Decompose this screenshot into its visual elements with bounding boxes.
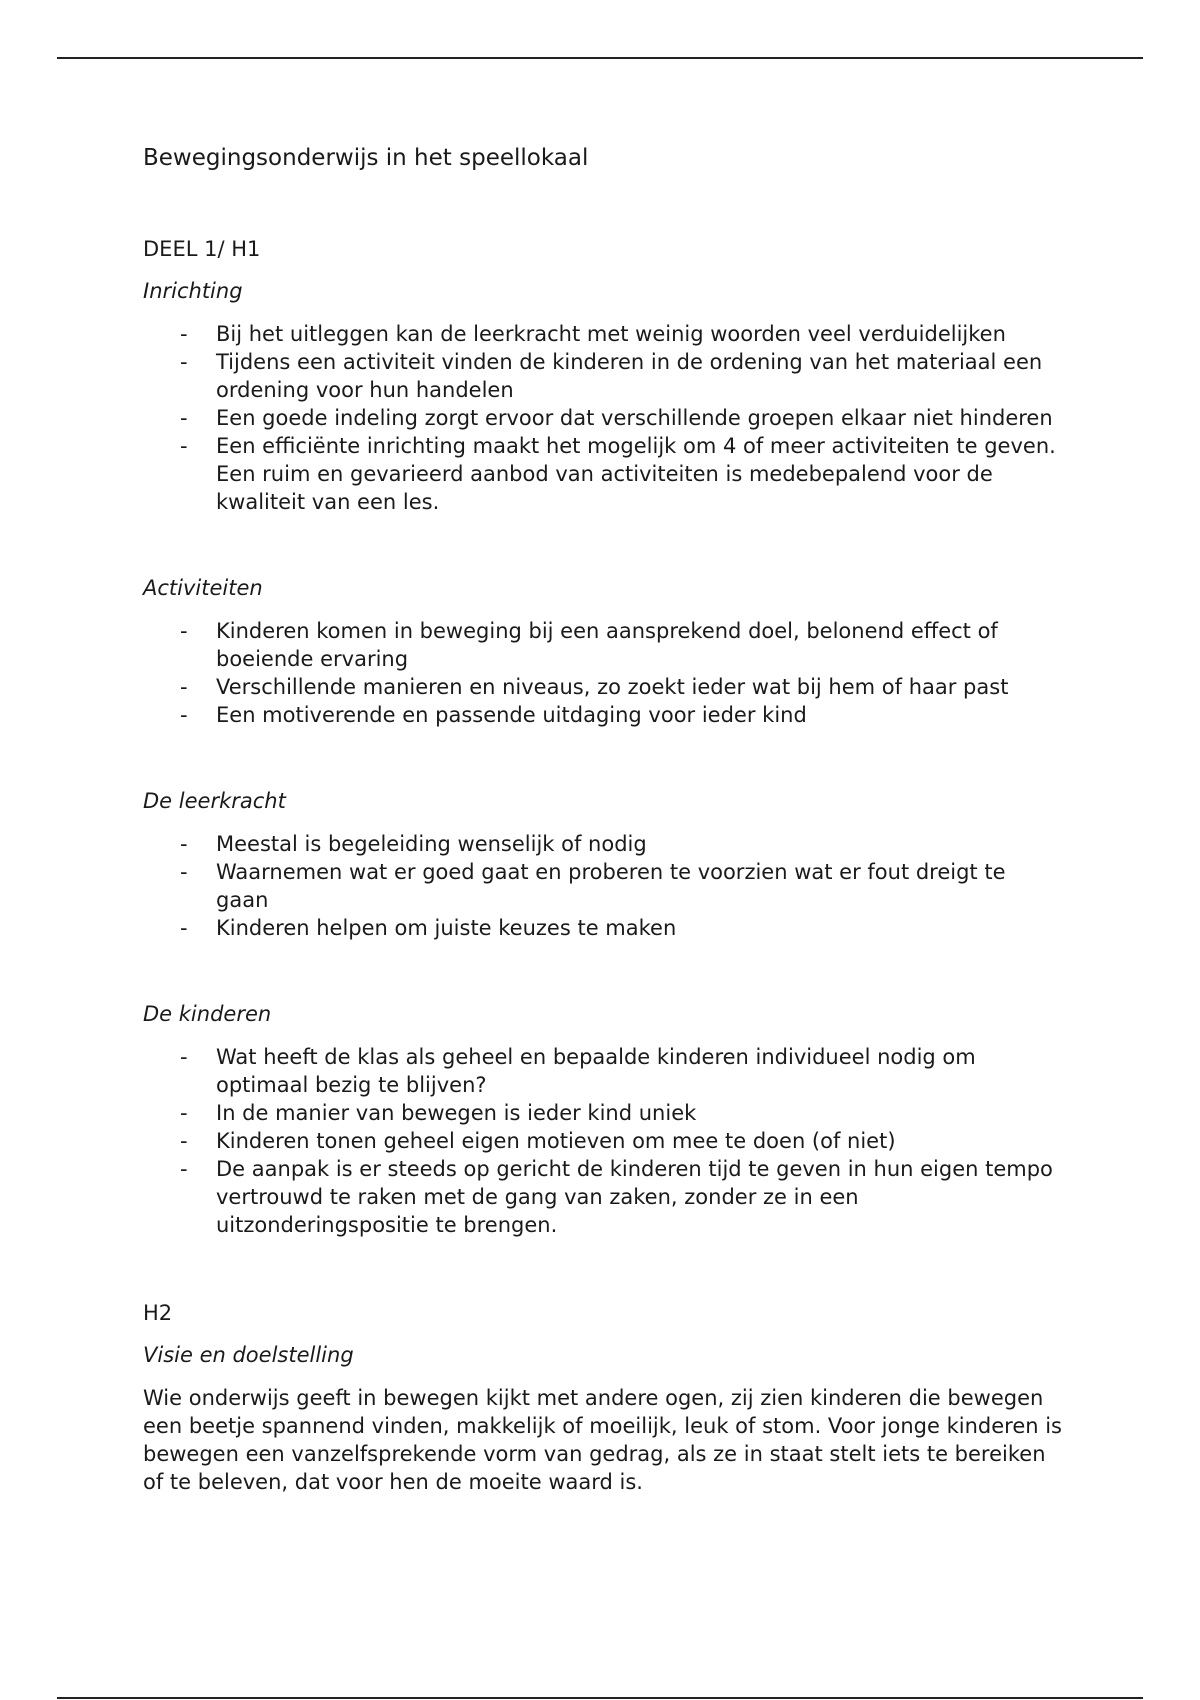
list-item-text: Kinderen tonen geheel eigen motieven om mee te doen (of niet) bbox=[216, 1129, 896, 1153]
dash-bullet: - bbox=[180, 1045, 188, 1069]
list-item-text: Kinderen helpen om juiste keuzes te maken bbox=[216, 916, 677, 940]
list-item-text: Wat heeft de klas als geheel en bepaalde kinderen individueel nodig om optimaal bezig te blijven? bbox=[216, 1045, 976, 1097]
bottom-rule bbox=[57, 1697, 1143, 1699]
list-item bbox=[143, 830, 1063, 858]
document-title: Bewegingsonderwijs in het speellokaal bbox=[143, 145, 589, 171]
top-rule bbox=[57, 57, 1143, 59]
list-item bbox=[143, 1099, 1063, 1127]
list-item-text: In de manier van bewegen is ieder kind uniek bbox=[216, 1101, 697, 1125]
list-item bbox=[143, 858, 1063, 914]
list-item-text: Bij het uitleggen kan de leerkracht met weinig woorden veel verduidelijken bbox=[216, 322, 1006, 346]
list-item-text: Een motiverende en passende uitdaging voor ieder kind bbox=[216, 703, 807, 727]
bullet-list bbox=[143, 1043, 1063, 1239]
list-item-text: De aanpak is er steeds op gericht de kinderen tijd te geven in hun eigen tempo vertrouwd te raken met de gang van zaken, zonder ze in een uitzonderingspositie te brengen. bbox=[216, 1157, 1053, 1237]
part-heading-2: H2 bbox=[143, 1301, 173, 1325]
list-item bbox=[143, 320, 1063, 348]
list-item-text: Kinderen komen in beweging bij een aansprekend doel, belonend effect of boeiende ervaring bbox=[216, 619, 998, 671]
section-heading-visie: Visie en doelstelling bbox=[143, 1343, 354, 1367]
visie-paragraph: Wie onderwijs geeft in bewegen kijkt met andere ogen, zij zien kinderen die bewegen een beetje spannend vinden, makkelijk of moeilijk, leuk of stom. Voor jonge kinderen is bewegen een vanzelfsprekende vorm van gedrag, als ze in staat stelt iets te bereiken of te beleven, dat voor hen de moeite waard is. bbox=[143, 1386, 1062, 1494]
list-item bbox=[143, 432, 1063, 516]
dash-bullet: - bbox=[180, 1129, 188, 1153]
part-heading-1: DEEL 1/ H1 bbox=[143, 237, 261, 261]
section-de-leerkracht bbox=[143, 787, 1063, 942]
list-item-text: Een efficiënte inrichting maakt het mogelijk om 4 of meer activiteiten te geven. Een ruim en gevarieerd aanbod van activiteiten is medebepalend voor de kwaliteit van een les. bbox=[216, 434, 1056, 514]
dash-bullet: - bbox=[180, 703, 188, 727]
bullet-list bbox=[143, 830, 1063, 942]
section-de-kinderen bbox=[143, 1000, 1063, 1239]
list-item-text: Een goede indeling zorgt ervoor dat verschillende groepen elkaar niet hinderen bbox=[216, 406, 1053, 430]
list-item bbox=[143, 348, 1063, 404]
dash-bullet: - bbox=[180, 1157, 188, 1181]
list-item bbox=[143, 404, 1063, 432]
section-heading: Activiteiten bbox=[143, 576, 263, 600]
bullet-list bbox=[143, 617, 1063, 729]
dash-bullet: - bbox=[180, 860, 188, 884]
dash-bullet: - bbox=[180, 1101, 188, 1125]
list-item bbox=[143, 1127, 1063, 1155]
dash-bullet: - bbox=[180, 916, 188, 940]
list-item-text: Tijdens een activiteit vinden de kinderen in de ordening van het materiaal een ordening voor hun handelen bbox=[216, 350, 1043, 402]
list-item bbox=[143, 701, 1063, 729]
dash-bullet: - bbox=[180, 350, 188, 374]
list-item-text: Waarnemen wat er goed gaat en proberen te voorzien wat er fout dreigt te gaan bbox=[216, 860, 1006, 912]
section-heading: Inrichting bbox=[143, 279, 243, 303]
list-item bbox=[143, 617, 1063, 673]
dash-bullet: - bbox=[180, 619, 188, 643]
list-item bbox=[143, 914, 1063, 942]
list-item-text: Verschillende manieren en niveaus, zo zoekt ieder wat bij hem of haar past bbox=[216, 675, 1009, 699]
section-inrichting bbox=[143, 277, 1063, 516]
dash-bullet: - bbox=[180, 832, 188, 856]
list-item-text: Meestal is begeleiding wenselijk of nodig bbox=[216, 832, 647, 856]
section-heading: De kinderen bbox=[143, 1002, 272, 1026]
section-heading: De leerkracht bbox=[143, 789, 286, 813]
bullet-list bbox=[143, 320, 1063, 516]
list-item bbox=[143, 1155, 1063, 1239]
list-item bbox=[143, 1043, 1063, 1099]
document-body bbox=[143, 143, 1063, 1496]
section-activiteiten bbox=[143, 574, 1063, 729]
dash-bullet: - bbox=[180, 434, 188, 458]
dash-bullet: - bbox=[180, 322, 188, 346]
list-item bbox=[143, 673, 1063, 701]
dash-bullet: - bbox=[180, 406, 188, 430]
dash-bullet: - bbox=[180, 675, 188, 699]
